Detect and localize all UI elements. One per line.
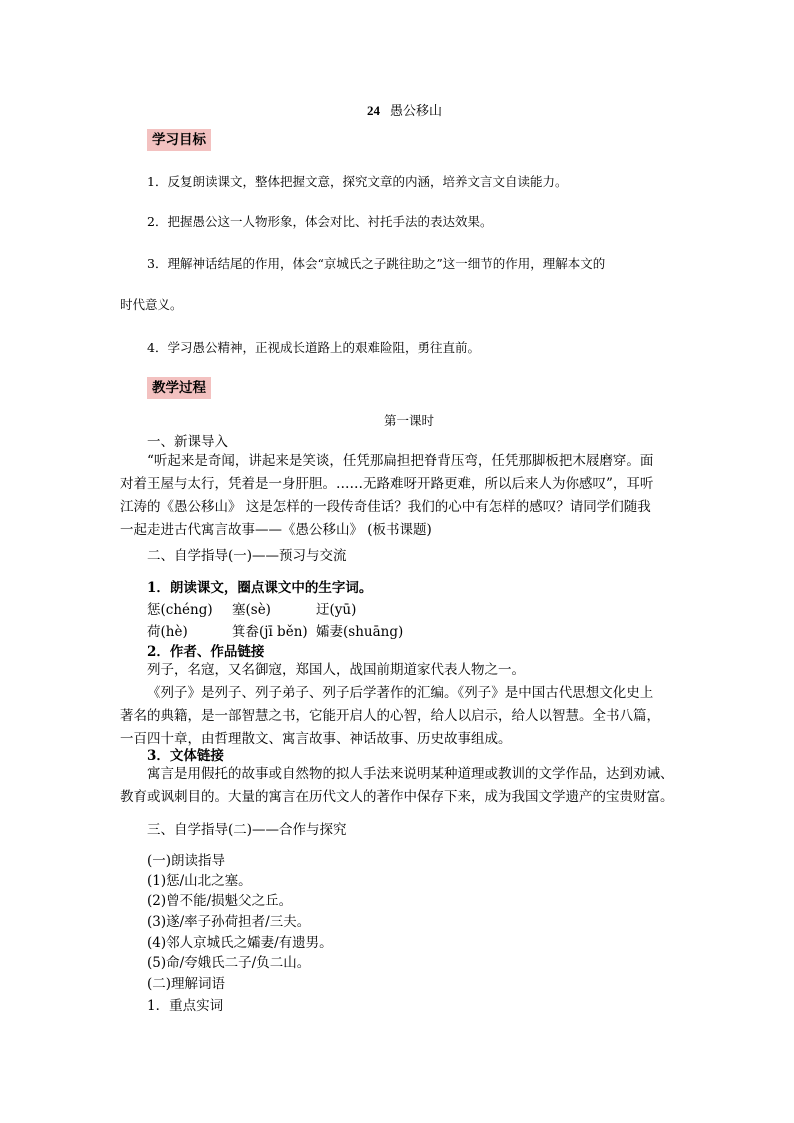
- s3-item-1: 1．重点实词: [147, 998, 224, 1014]
- s2-item-3: 3．文体链接: [147, 748, 224, 764]
- reading-item: (2)曾不能/损魁父之丘。: [147, 893, 293, 909]
- s2-item-2: 2．作者、作品链接: [147, 644, 265, 660]
- section-1-title: 一、新课导入: [147, 434, 228, 450]
- reading-item: (3)遂/率子孙荷担者/三夫。: [147, 914, 311, 930]
- goal-item-1: 1．反复朗读课文，整体把握文意，探究文章的内涵，培养文言文自读能力。: [147, 174, 568, 189]
- lesson-session-title: 第一课时: [384, 413, 435, 428]
- author-line: 列子，名寇，又名御寇，郑国人，战国前期道家代表人物之一。: [147, 662, 525, 678]
- process-header-badge: 教学过程: [147, 377, 211, 399]
- intro-line: “听起来是奇闻，讲起来是笑谈，任凭那扁担把脊背压弯，任凭那脚板把木屐磨穿。面: [147, 453, 654, 469]
- pinyin-word: 孀妻(shuāng): [316, 624, 404, 640]
- genre-line: 寓言是用假托的故事或自然物的拟人手法来说明某种道理或教训的文学作品，达到劝诫、: [147, 766, 674, 782]
- lesson-title: 愚公移山: [390, 104, 443, 119]
- pinyin-word: 箕畚(jī běn): [232, 624, 308, 640]
- author-line: 《列子》是列子、列子弟子、列子后学著作的汇编。《列子》是中国古代思想文化史上: [147, 685, 654, 701]
- lesson-number: 24: [367, 103, 380, 118]
- s3-sub-2: (二)理解词语: [147, 976, 226, 992]
- intro-line: 对着王屋与太行，凭着是一身肝胆。……无路难呀开路更难，所以后来人为你感叹”，耳听: [120, 476, 654, 492]
- goal-item-3-cont: 时代意义。: [120, 297, 183, 312]
- goal-item-4: 4．学习愚公精神，正视成长道路上的艰难险阻，勇往直前。: [147, 340, 480, 355]
- intro-line: 一起走进古代寓言故事——《愚公移山》 (板书课题): [120, 522, 432, 538]
- goal-item-3: 3．理解神话结尾的作用，体会“京城氏之子跳往助之”这一细节的作用，理解本文的: [147, 256, 606, 271]
- genre-paragraph: [120, 763, 676, 809]
- pinyin-word: 荷(hè): [147, 624, 188, 640]
- pinyin-word: 迂(yū): [316, 602, 357, 618]
- intro-line: 江涛的《愚公移山》 这是怎样的一段传奇佳话？我们的心中有怎样的感叹？请同学们随我: [120, 499, 651, 515]
- s2-item-1: 1．朗读课文，圈点课文中的生字词。: [147, 580, 373, 596]
- page-title: [367, 100, 442, 119]
- intro-paragraph: [120, 450, 676, 542]
- author-line: 一百四十章，由哲理散文、寓言故事、神话故事、历史故事组成。: [120, 731, 512, 747]
- pinyin-word: 惩(chéng): [147, 602, 213, 618]
- reading-item: (4)邻人京城氏之孀妻/有遗男。: [147, 935, 333, 951]
- s3-sub-1: (一)朗读指导: [147, 853, 226, 869]
- pinyin-word: 塞(sè): [232, 602, 271, 618]
- goal-item-2: 2．把握愚公这一人物形象，体会对比、衬托手法的表达效果。: [147, 214, 493, 229]
- author-paragraph: [120, 659, 676, 751]
- section-2-title: 二、自学指导(一)——预习与交流: [147, 548, 347, 564]
- goals-header-badge: 学习目标: [147, 129, 211, 151]
- reading-item: (1)惩/山北之塞。: [147, 873, 252, 889]
- section-3-title: 三、自学指导(二)——合作与探究: [147, 822, 347, 838]
- genre-line: 教育或讽刺目的。大量的寓言在历代文人的著作中保存下来，成为我国文学遗产的宝贵财富。: [120, 789, 674, 805]
- author-line: 著名的典籍，是一部智慧之书，它能开启人的心智，给人以启示，给人以智慧。全书八篇，: [120, 708, 660, 724]
- reading-item: (5)命/夸娥氏二子/负二山。: [147, 955, 311, 971]
